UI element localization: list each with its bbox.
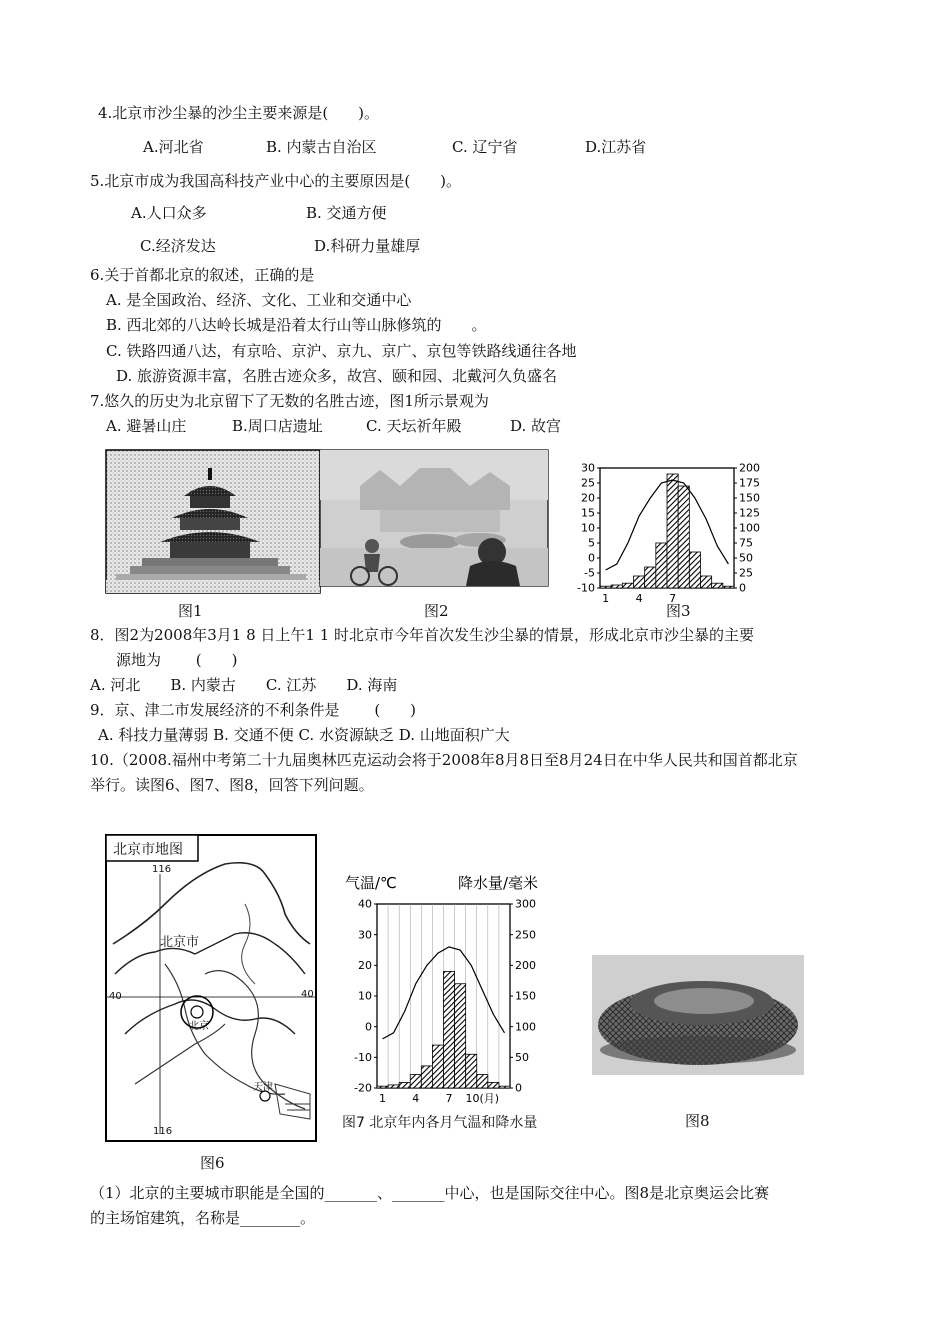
precipitation-bar (444, 971, 455, 1088)
left-axis-tick-label: 5 (588, 536, 595, 550)
x-axis-tick-label: 7 (445, 1092, 453, 1105)
left-axis-tick-label: 40 (358, 897, 372, 911)
right-axis-tick-label: 150 (739, 491, 760, 505)
precipitation-bar (678, 486, 689, 588)
q10-sub1-line1: （1）北京的主要城市职能是全国的_______、_______中心，也是国际交往中心。图8是北京奥运会比赛 (90, 1184, 770, 1202)
right-axis-tick-label: 200 (515, 959, 536, 972)
figure-1-caption: 图1 (178, 602, 203, 620)
q8-stem-line1: 8．图2为2008年3月1 8 日上午1 1 时北京市今年首次发生沙尘暴的情景，形成北京市沙尘暴的主要 (90, 626, 755, 644)
map-lon-top: 116 (152, 864, 172, 875)
q4-option-a: A.河北省 (143, 138, 204, 156)
x-axis-tick-label: 7 (669, 592, 677, 605)
figure-1-temple-photo (106, 450, 320, 593)
right-axis-tick-label: 75 (739, 536, 753, 550)
q4-option-c: C. 辽宁省 (452, 138, 518, 156)
precipitation-bar (656, 543, 667, 588)
q8-options: A. 河北 B. 内蒙古 C. 江苏 D. 海南 (90, 676, 398, 694)
precipitation-bar (723, 586, 734, 588)
q6-option-c: C. 铁路四通八达，有京哈、京沪、京九、京广、京包等铁路线通往各地 (106, 342, 577, 360)
q5-option-d: D.科研力量雄厚 (314, 237, 421, 255)
map-city-label: 北京市 (160, 935, 200, 950)
left-axis-tick-label: -10 (577, 581, 595, 595)
precipitation-bar (455, 984, 466, 1088)
map-lat-left: 40 (109, 991, 122, 1002)
q9-stem: 9．京、津二市发展经济的不利条件是 ( ) (90, 701, 417, 719)
precipitation-bar (477, 1075, 488, 1088)
q4-stem: 4.北京市沙尘暴的沙尘主要来源是( )。 (98, 104, 380, 122)
q7-option-c: C. 天坛祈年殿 (366, 417, 462, 435)
q7-option-b: B.周口店遗址 (232, 417, 323, 435)
figure-3-climate-chart (570, 458, 770, 605)
figure-7-caption: 图7 北京年内各月气温和降水量 (342, 1115, 538, 1131)
right-axis-title: 降水量/毫米 (457, 874, 538, 892)
q5-option-c: C.经济发达 (140, 237, 216, 255)
map-lon-bottom: 116 (153, 1126, 173, 1137)
x-axis-tick-label: 1 (602, 592, 610, 605)
precipitation-bar (622, 583, 633, 588)
map-tianjin-label: 天津 (253, 1082, 273, 1093)
left-axis-tick-label: 20 (358, 959, 372, 972)
precipitation-bar (466, 1054, 477, 1088)
left-axis-tick-label: 15 (581, 506, 595, 520)
q6-stem: 6.关于首都北京的叙述，正确的是 (90, 266, 315, 284)
figure-6-caption: 图6 (200, 1154, 225, 1172)
q7-option-d: D. 故宫 (510, 417, 562, 435)
left-axis-tick-label: 10 (581, 521, 595, 535)
left-axis-tick-label: 0 (365, 1020, 372, 1034)
right-axis-tick-label: 200 (739, 461, 760, 475)
left-axis-tick-label: -20 (354, 1081, 372, 1095)
q4-option-b: B. 内蒙古自治区 (266, 138, 377, 156)
left-axis-tick-label: -10 (354, 1051, 372, 1064)
x-axis-tick-label: 4 (412, 1092, 420, 1105)
precipitation-bar (399, 1082, 410, 1088)
precipitation-bar (600, 586, 611, 588)
right-axis-tick-label: 0 (739, 581, 746, 595)
q10-stem-line1: 10.（2008.福州中考第二十九届奥林匹克运动会将于2008年8月8日至8月24日在中华人民共和国首都北京 (90, 751, 798, 769)
map-title: 北京市地图 (113, 842, 183, 858)
right-axis-tick-label: 175 (739, 476, 760, 490)
right-axis-tick-label: 100 (739, 521, 760, 535)
left-axis-tick-label: 30 (581, 461, 595, 475)
right-axis-tick-label: 150 (515, 989, 536, 1003)
figure-7-climate-chart (335, 866, 570, 1106)
q4-option-d: D.江苏省 (585, 138, 647, 156)
q10-sub1-line2: 的主场馆建筑，名称是________。 (90, 1209, 316, 1227)
precipitation-bar (499, 1086, 510, 1088)
q8-stem-line2: 源地为 ( ) (116, 651, 238, 669)
figure-3-caption: 图3 (666, 602, 691, 620)
precipitation-bar (701, 576, 712, 588)
q6-option-a: A. 是全国政治、经济、文化、工业和交通中心 (106, 291, 412, 309)
precipitation-bar (689, 552, 700, 588)
figure-2-caption: 图2 (424, 602, 449, 620)
left-axis-tick-label: 25 (581, 476, 595, 490)
precipitation-bar (432, 1045, 443, 1088)
q5-stem: 5.北京市成为我国高科技产业中心的主要原因是( )。 (90, 172, 462, 190)
q5-option-b: B. 交通方便 (306, 204, 387, 222)
right-axis-tick-label: 25 (739, 566, 753, 580)
figure-8-stadium-photo (592, 955, 804, 1075)
right-axis-tick-label: 250 (515, 928, 536, 942)
map-lat-right: 40 (301, 989, 314, 1000)
q6-option-d: D. 旅游资源丰富，名胜古迹众多，故宫、颐和园、北戴河久负盛名 (116, 367, 558, 385)
left-axis-tick-label: 0 (588, 551, 595, 565)
q10-stem-line2: 举行。读图6、图7、图8，回答下列问题。 (90, 776, 374, 794)
precipitation-bar (611, 585, 622, 588)
left-axis-tick-label: 30 (358, 928, 372, 942)
precipitation-bar (377, 1086, 388, 1088)
x-axis-tick-label: 1 (379, 1092, 387, 1105)
right-axis-tick-label: 125 (739, 506, 760, 520)
q6-option-b: B. 西北郊的八达岭长城是沿着太行山等山脉修筑的 。 (106, 316, 487, 334)
precipitation-bar (421, 1066, 432, 1088)
map-beijing-label: 北京 (189, 1021, 209, 1032)
precipitation-bar (667, 474, 678, 588)
precipitation-bar (712, 583, 723, 588)
precipitation-bar (488, 1082, 499, 1088)
precipitation-bar (410, 1075, 421, 1088)
left-axis-title: 气温/℃ (345, 874, 397, 892)
q7-stem: 7.悠久的历史为北京留下了无数的名胜古迹，图1所示景观为 (90, 392, 489, 410)
chart-7-svg (335, 866, 570, 1106)
precipitation-bar (645, 567, 656, 588)
chart-3-svg (570, 458, 770, 605)
right-axis-tick-label: 300 (515, 897, 536, 911)
precipitation-bar (634, 576, 645, 588)
figure-6-beijing-map (105, 834, 317, 1142)
figure-2-sandstorm-photo (320, 450, 548, 586)
x-axis-tick-label: 10(月) (465, 1092, 500, 1105)
left-axis-tick-label: 20 (581, 491, 595, 505)
x-axis-tick-label: 4 (635, 592, 643, 605)
right-axis-tick-label: 50 (739, 551, 753, 565)
q9-options: A. 科技力量薄弱 B. 交通不便 C. 水资源缺乏 D. 山地面积广大 (98, 726, 510, 744)
q7-option-a: A. 避暑山庄 (106, 417, 187, 435)
left-axis-tick-label: 10 (358, 989, 372, 1003)
right-axis-tick-label: 0 (515, 1081, 522, 1095)
figure-8-caption: 图8 (685, 1112, 710, 1130)
precipitation-bar (388, 1085, 399, 1088)
right-axis-tick-label: 50 (515, 1051, 529, 1064)
right-axis-tick-label: 100 (515, 1020, 536, 1034)
q5-option-a: A.人口众多 (131, 204, 207, 222)
left-axis-tick-label: -5 (584, 566, 595, 580)
